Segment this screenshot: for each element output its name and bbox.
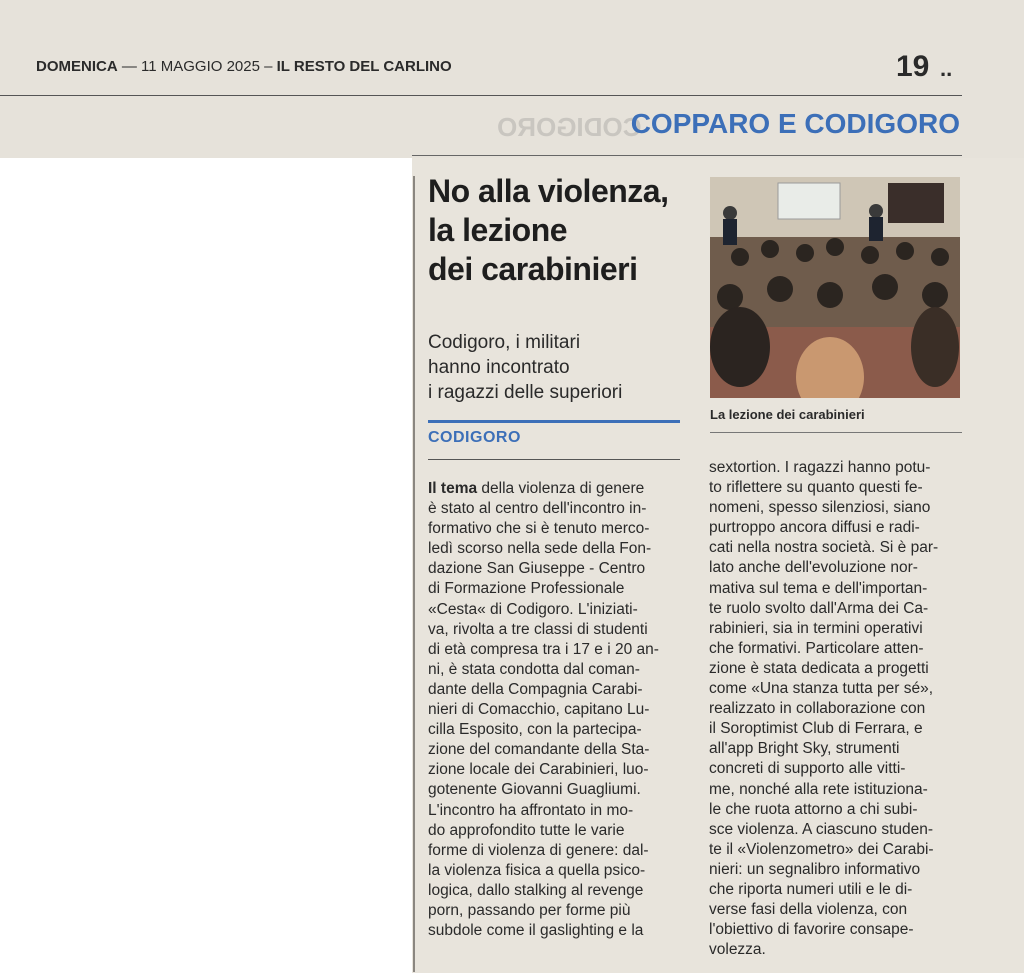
article-line: mativa sul tema e dell'importan- [709,579,928,597]
article-line: rabinieri, sia in termini operativi [709,619,923,637]
article-line: ni, è stata condotta dal coman- [428,660,640,678]
article-line: formativo che si è tenuto merco- [428,520,650,538]
article-line: realizzato in collaborazione con [709,700,926,718]
subhead-line: hanno incontrato [428,357,570,378]
masthead [36,58,452,75]
article-line: forme di violenza di genere: dal- [428,841,649,859]
article-line: va, rivolta a tre classi di studenti [428,620,648,638]
article-line: è stato al centro dell'incontro in- [428,500,647,518]
masthead-day: DOMENICA [36,58,118,75]
article-line: sextortion. I ragazzi hanno potu- [709,459,931,476]
article-line: cati nella nostra società. Si è par- [709,539,939,557]
article-line: che formativi. Particolare atten- [709,639,924,657]
article-line: purtroppo ancora diffusi e radi- [709,519,920,537]
article-line: te ruolo svolto dall'Arma dei Ca- [709,599,929,617]
article-line: verse fasi della violenza, con [709,901,908,919]
article-line: la violenza fisica a quella psico- [428,861,646,879]
article-line: nieri di Comacchio, capitano Lu- [428,701,650,719]
article-line: gotenente Giovanni Guagliumi. [428,781,641,799]
article-headline [428,172,698,289]
blank-masked-area [0,158,412,973]
article-line: di età compresa tra i 17 e i 20 an- [428,640,659,658]
headline-line: No alla violenza, [428,173,669,209]
show-through-text: CODIGORO [497,112,642,142]
article-column-2 [709,458,938,960]
subhead-line: i ragazzi delle superiori [428,382,623,403]
section-rule [412,155,962,156]
article-line: te il «Violenzometro» dei Carabi- [709,840,934,858]
article-column-1 [428,479,659,941]
article-line: il Soroptimist Club di Ferrara, e [709,720,923,738]
article-line: me, nonché alla rete istituziona- [709,780,928,798]
dateline-accent-rule [428,420,680,423]
section-title: COPPARO E CODIGORO [630,108,960,139]
article-line: logica, dallo stalking al revenge [428,881,644,899]
article-line: volezza. [709,941,766,959]
page-dots: .. [940,56,953,81]
photo-caption: La lezione dei carabinieri [710,407,865,422]
article-line [428,479,659,499]
masthead-date: — 11 MAGGIO 2025 – [121,58,273,75]
article-line: nomeni, spesso silenziosi, siano [709,499,931,517]
article-line: di Formazione Professionale [428,580,625,598]
article-line: all'app Bright Sky, strumenti [709,740,900,758]
masthead-rule [0,95,962,96]
dateline-rule [428,459,680,460]
caption-rule [710,432,962,433]
article-lead-rest: della violenza di genere [477,480,645,497]
article-line: zione locale dei Carabinieri, luo- [428,761,649,779]
article-line: dante della Compagnia Carabi- [428,680,643,698]
article-line: do approfondito tutte le varie [428,821,625,839]
article-line: L'incontro ha affrontato in mo- [428,801,634,819]
headline-line: dei carabinieri [428,251,638,287]
column-divider [413,176,415,972]
article-line: le che ruota attorno a chi subi- [709,800,918,818]
article-subhead [428,330,688,405]
article-dateline: CODIGORO [428,429,521,446]
article-line: nieri: un segnalibro informativo [709,860,921,878]
article-line: che riporta numeri utili e le di- [709,880,913,898]
article-line: sce violenza. A ciascuno studen- [709,820,934,838]
article-line: lato anche dell'evoluzione nor- [709,559,918,577]
article-photo [710,177,960,398]
article-line: zione è stata dedicata a progetti [709,659,929,677]
article-line: to riflettere su quanto questi fe- [709,479,923,497]
headline-line: la lezione [428,212,568,248]
article-lead: Il tema [428,480,478,497]
article-line: «Cesta« di Codigoro. L'iniziati- [428,600,638,618]
article-line: dazione San Giuseppe - Centro [428,560,646,578]
article-line: ledì scorso nella sede della Fon- [428,540,652,558]
article-line: zione del comandante della Sta- [428,741,650,759]
article-line: come «Una stanza tutta per sé», [709,680,934,698]
article-line: l'obiettivo di favorire consape- [709,921,914,939]
subhead-line: Codigoro, i militari [428,332,581,353]
article-line: concreti di supporto alle vitti- [709,760,906,778]
masthead-paper: IL RESTO DEL CARLINO [276,58,452,75]
article-line: subdole come il gaslighting e la [428,922,644,940]
article-line: cilla Esposito, con la partecipa- [428,721,642,739]
article-line: porn, passando per forme più [428,901,631,919]
page-number: 19 [896,50,930,83]
